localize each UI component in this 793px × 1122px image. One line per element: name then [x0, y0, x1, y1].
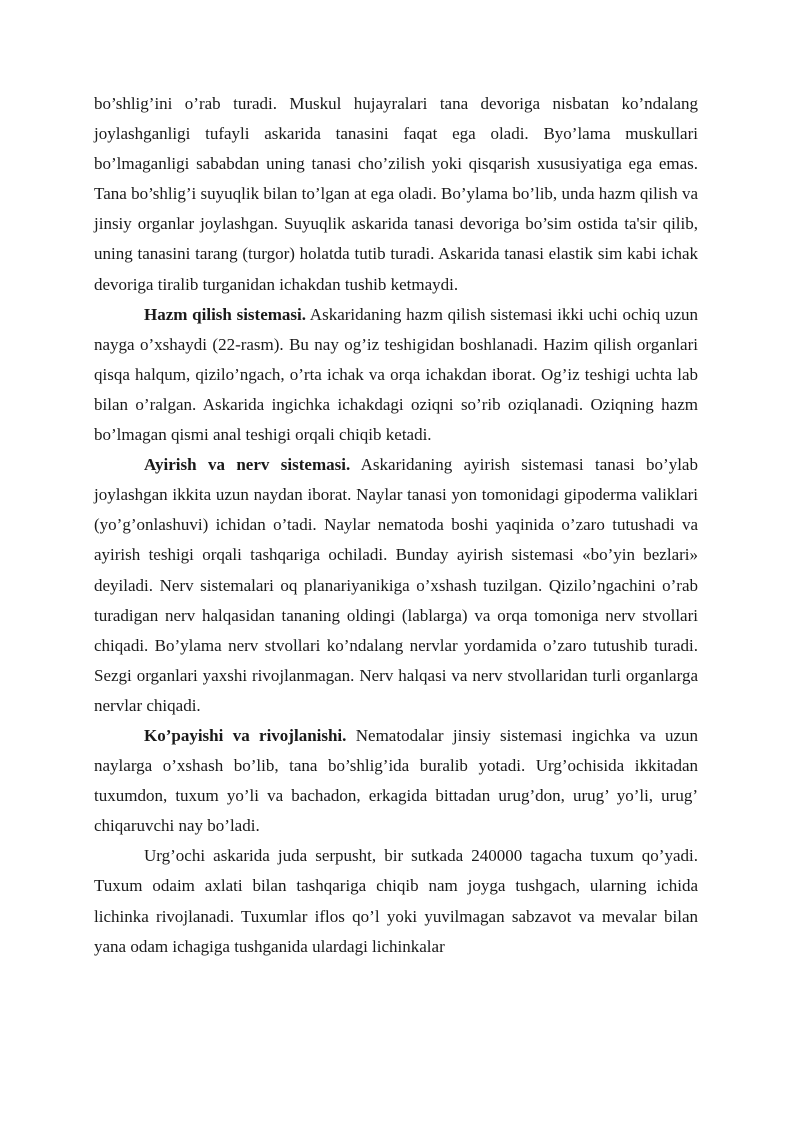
- section-heading: Ko’payishi va rivojlanishi.: [144, 725, 347, 745]
- section-heading: Hazm qilish sistemasi.: [144, 304, 307, 324]
- paragraph-text: Urg’ochi askarida juda serpusht, bir sutkada 240000 tagacha tuxum qo’yadi. Tuxum odaim axlati bilan tashqariga chiqib nam joyga tushgach, ularning ichida lichinka rivojlanadi. Tuxumlar iflos qo’l yoki yuvilmagan sabzavot va mevalar bilan yana odam ichagiga tushganida ulardagi lichinkalar: [94, 846, 698, 956]
- paragraph-digestive-system: [94, 300, 698, 450]
- paragraph-text: Askaridaning ayirish sistemasi tanasi bo’ylab joylashgan ikkita uzun naydan iborat. Naylar tanasi yon tomonidagi gipoderma valiklari (yo’g’onlashuvi) ichidan o’tadi. Naylar nematoda boshi yaqinida o’zaro tutushadi va ayirish teshigi orqali tashqariga ochiladi. Bunday ayirish sistemasi «bo’yin bezlari» deyiladi. Nerv sistemalari oq planariyanikiga o’xshash tuzilgan. Qizilo’ngachini o’rab turadigan nerv halqasidan tananing oldingi (lablarga) va orqa tomoniga nerv stvollari chiqadi. Bo’ylama nerv stvollari ko’ndalang nervlar yordamida o’zaro tutushib turadi. Sezgi organlari yaxshi rivojlanmagan. Nerv halqasi va nerv stvollaridan turli organlarga nervlar chiqadi.: [94, 455, 698, 715]
- paragraph-continuation: [94, 89, 698, 300]
- paragraph-text: bo’shlig’ini o’rab turadi. Muskul hujayralari tana devoriga nisbatan ko’ndalang joylashganligi tufayli askarida tanasini faqat ega oladi. Byo’lama muskullari bo’lmaganligi sababdan uning tanasi cho’zilish yoki qisqarish xususiyatiga ega emas. Tana bo’shlig’i suyuqlik bilan to’lgan at ega oladi. Bo’ylama bo’lib, unda hazm qilish va jinsiy organlar joylashgan. Suyuqlik askarida tanasi devoriga bo’sim ostida ta'sir qilib, uning tanasini tarang (turgor) holatda tutib turadi. Askarida tanasi elastik sim kabi ichak devoriga tiralib turganidan ichakdan tushib ketmaydi.: [94, 94, 698, 294]
- paragraph-text: Nematodalar jinsiy sistemasi ingichka va uzun naylarga o’xshash bo’lib, tana bo’shlig’ida buralib yotadi. Urg’ochisida ikkitadan tuxumdon, tuxum yo’li va bachadon, erkagida bittadan urug’don, urug’ yo’li, urug’ chiqaruvchi nay bo’ladi.: [94, 725, 698, 836]
- paragraph-fertility: [94, 841, 698, 961]
- paragraph-text: Askaridaning hazm qilish sistemasi ikki uchi ochiq uzun nayga o’xshaydi (22-rasm). Bu nay og’iz teshigidan boshlanadi. Hazim qilish organlari qisqa halqum, qizilo’ngach, o’rta ichak va orqa ichakdan iborat. Og’iz teshigi uchta lab bilan o’ralgan. Askarida ingichka ichakdagi oziqni so’rib oziqlanadi. Oziqning hazm bo’lmagan qismi anal teshigi orqali chiqib ketadi.: [94, 304, 698, 445]
- section-heading: Ayirish va nerv sistemasi.: [144, 455, 351, 475]
- document-page: [94, 89, 698, 962]
- paragraph-excretory-nervous-system: [94, 450, 698, 721]
- paragraph-reproduction: [94, 721, 698, 841]
